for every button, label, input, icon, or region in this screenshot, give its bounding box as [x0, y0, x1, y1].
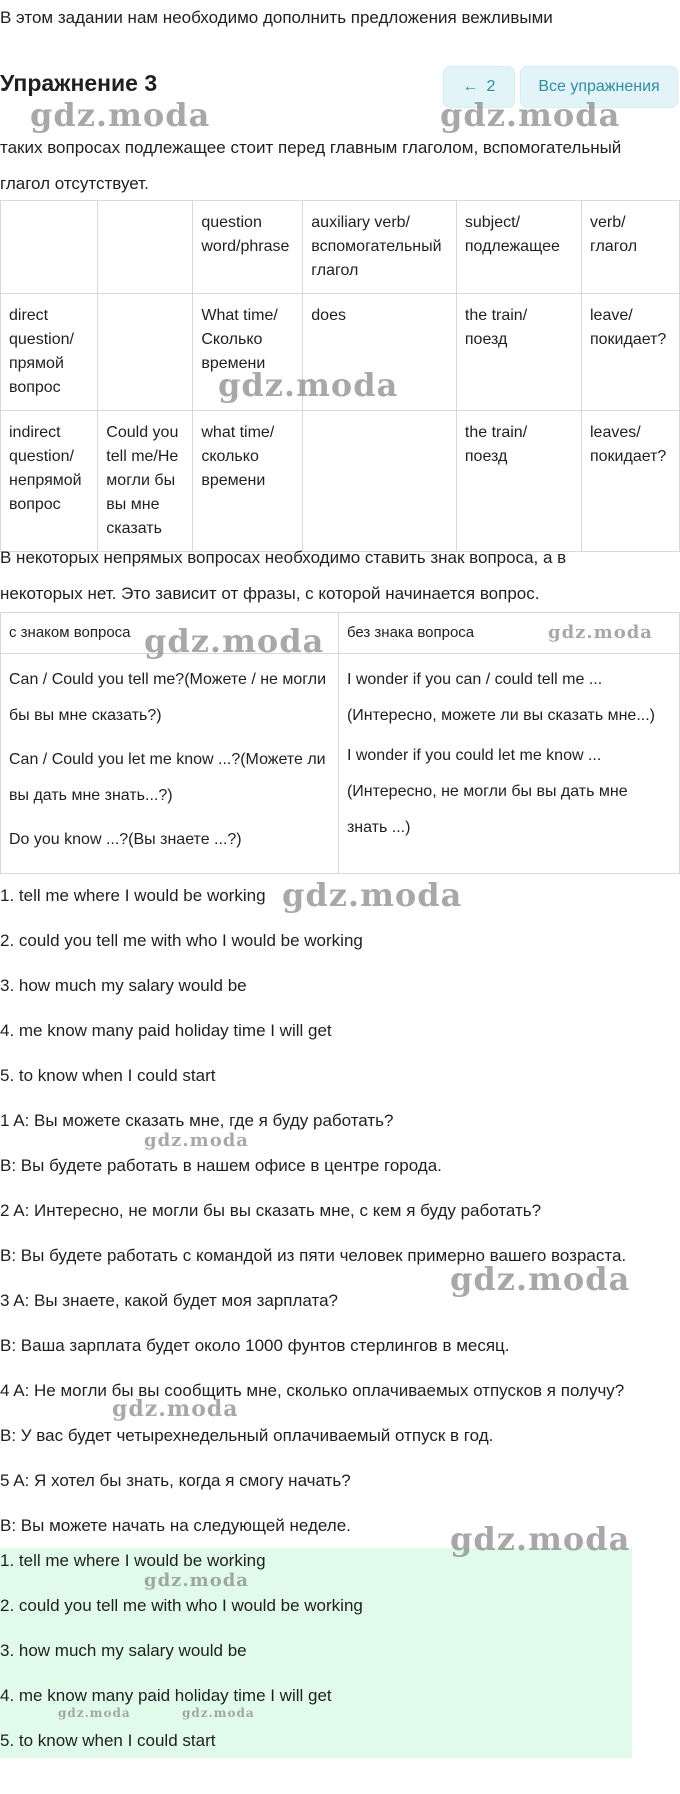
table-row [1, 411, 680, 552]
table-cell: subject/ подлежащее [456, 201, 581, 294]
all-exercises-label: Все упражнения [538, 78, 660, 95]
arrow-left-icon: ← [462, 78, 479, 95]
watermark: gdz.moda [112, 1396, 239, 1422]
dialogue-line: 4 A: Не могли бы вы сообщить мне, сколько оплачиваемых отпусков я получу? [0, 1381, 625, 1400]
answer-line: 3. how much my salary would be [0, 976, 247, 995]
table-cell [98, 201, 193, 294]
answer-line: 5. to know when I could start [0, 1066, 216, 1085]
watermark: gdz.moda [218, 366, 399, 404]
table-cell: indirect question/ непрямой вопрос [1, 411, 98, 552]
question-marks-table [0, 612, 680, 874]
answer-line: 4. me know many paid holiday time I will get [0, 1021, 332, 1040]
watermark: gdz.moda [30, 96, 211, 134]
table-cell: the train/ поезд [456, 411, 581, 552]
answer-line: 4. me know many paid holiday time I will get [0, 1686, 332, 1705]
dialogue-line: B: Ваша зарплата будет около 1000 фунтов стерлингов в месяц. [0, 1336, 510, 1355]
phrase-item: Do you know ...?(Вы знаете ...?) [9, 831, 242, 848]
watermark: gdz.moda [144, 1570, 249, 1591]
table-cell: What time/ Сколько времени [193, 294, 303, 411]
answer-line: 5. to know when I could start [0, 1731, 216, 1750]
table-cell: с знаком вопроса [1, 613, 339, 654]
paragraph: некоторых нет. Это зависит от фразы, с которой начинается вопрос. [0, 584, 540, 603]
table-cell: без знака вопроса [338, 613, 679, 654]
table-cell [1, 201, 98, 294]
dialogue-line: 1 A: Вы можете сказать мне, где я буду работать? [0, 1111, 394, 1130]
intro-text: В этом задании нам необходимо дополнить предложения вежливыми [0, 8, 553, 27]
table-row [1, 654, 680, 874]
watermark: gdz.moda [450, 1260, 631, 1298]
watermark: gdz.moda [450, 1520, 631, 1558]
answer-line: 1. tell me where I would be working [0, 886, 266, 905]
answer-line: 2. could you tell me with who I would be working [0, 1596, 363, 1615]
table-cell: verb/ глагол [581, 201, 679, 294]
prev-exercise-label: 2 [486, 78, 496, 95]
watermark: gdz.moda [182, 1706, 255, 1720]
table-header-row [1, 201, 680, 294]
dialogue-line: 2 A: Интересно, не могли бы вы сказать мне, с кем я буду работать? [0, 1201, 542, 1220]
table-cell: the train/ поезд [456, 294, 581, 411]
phrase-item: I wonder if you can / could tell me ...(Интересно, можете ли вы сказать мне...) [346, 671, 655, 724]
dialogue-line: B: Вы можете начать на следующей неделе. [0, 1516, 351, 1535]
table-cell [98, 294, 193, 411]
dialogue-line: B: У вас будет четырехнедельный оплачиваемый отпуск в год. [0, 1426, 494, 1445]
table-cell [338, 654, 679, 874]
dialogue-line: 5 A: Я хотел бы знать, когда я смогу начать? [0, 1471, 351, 1490]
watermark: gdz.moda [144, 1130, 249, 1151]
paragraph: таких вопросах подлежащее стоит перед главным глаголом, вспомогательный [0, 138, 622, 157]
watermark: gdz.moda [144, 622, 325, 660]
answer-line: 1. tell me where I would be working [0, 1551, 266, 1570]
table-cell: question word/phrase [193, 201, 303, 294]
dialogue-line: B: Вы будете работать с командой из пяти человек примерно вашего возраста. [0, 1246, 627, 1265]
table-cell: auxiliary verb/ вспомогательный глагол [303, 201, 457, 294]
table-cell: Could you tell me/Не могли бы вы мне сказать [98, 411, 193, 552]
phrase-item: Can / Could you tell me?(Можете / не могли бы вы мне сказать?) [9, 671, 327, 724]
table-cell: what time/ сколько времени [193, 411, 303, 552]
watermark: gdz.moda [548, 622, 653, 643]
table-cell: direct question/ прямой вопрос [1, 294, 98, 411]
table-cell: does [303, 294, 457, 411]
watermark: gdz.moda [58, 1706, 131, 1720]
watermark: gdz.moda [282, 876, 463, 914]
answer-line: 3. how much my salary would be [0, 1641, 247, 1660]
dialogue-line: B: Вы будете работать в нашем офисе в центре города. [0, 1156, 442, 1175]
paragraph: глагол отсутствует. [0, 174, 149, 193]
phrase-item: Can / Could you let me know ...?(Можете ли вы дать мне знать...?) [9, 751, 326, 804]
table-cell [1, 654, 339, 874]
dialogue-line: 3 A: Вы знаете, какой будет моя зарплата? [0, 1291, 338, 1310]
answer-line: 2. could you tell me with who I would be working [0, 931, 363, 950]
paragraph: В некоторых непрямых вопросах необходимо ставить знак вопроса, а в [0, 548, 567, 567]
table-cell: leaves/ покидает? [581, 411, 679, 552]
phrase-item: I wonder if you could let me know ...(Интересно, не могли бы вы дать мне знать ...) [346, 747, 628, 836]
table-cell: leave/ покидает? [581, 294, 679, 411]
table-cell [303, 411, 457, 552]
watermark: gdz.moda [440, 96, 621, 134]
exercise-title: Упражнение 3 [0, 70, 158, 96]
